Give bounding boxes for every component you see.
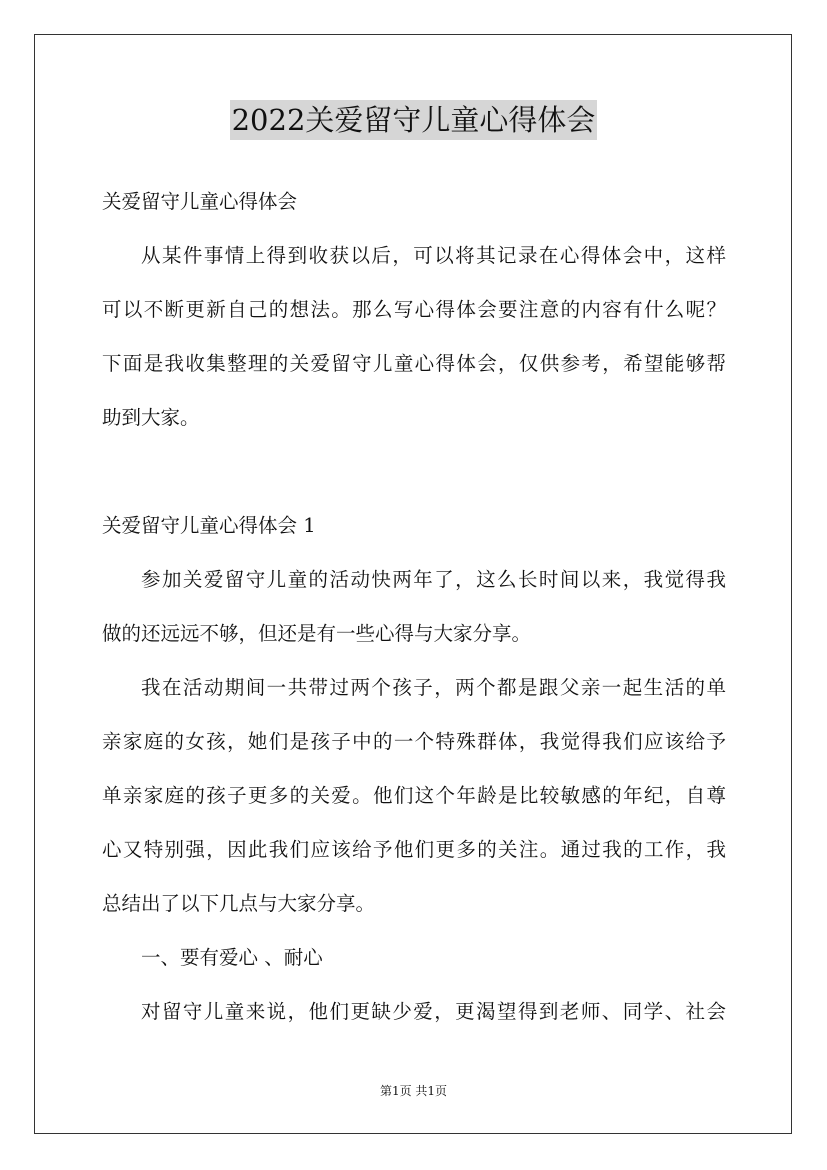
intro-line: 从某件事情上得到收获以后，可以将其记录在心得体会中，这样 [141, 244, 726, 267]
paragraph-line: 总结出了以下几点与大家分享。 [102, 892, 376, 915]
title-container [0, 100, 827, 140]
page-footer: 第1页 共1页 [379, 1084, 448, 1098]
point-heading: 一、要有爱心 、耐心 [141, 946, 323, 969]
paragraph-line: 亲家庭的女孩，她们是孩子中的一个特殊群体，我觉得我们应该给予 [102, 730, 726, 753]
paragraph-line: 心又特别强，因此我们应该给予他们更多的关注。通过我的工作，我 [102, 838, 726, 861]
intro-line: 可以不断更新自己的想法。那么写心得体会要注意的内容有什么呢？ [102, 298, 726, 321]
paragraph-line: 参加关爱留守儿童的活动快两年了，这么长时间以来，我觉得我 [141, 568, 726, 591]
paragraph-line: 我在活动期间一共带过两个孩子，两个都是跟父亲一起生活的单 [141, 676, 726, 699]
document-title: 2022关爱留守儿童心得体会 [230, 100, 598, 140]
paragraph-line: 单亲家庭的孩子更多的关爱。他们这个年龄是比较敏感的年纪，自尊 [102, 784, 726, 807]
subtitle: 关爱留守儿童心得体会 [102, 190, 298, 213]
paragraph-gap [102, 445, 726, 499]
paragraph-line: 做的还远远不够，但还是有一些心得与大家分享。 [102, 622, 532, 645]
section-heading: 关爱留守儿童心得体会 1 [102, 514, 316, 537]
intro-line: 下面是我收集整理的关爱留守儿童心得体会，仅供参考，希望能够帮 [102, 352, 726, 375]
intro-line: 助到大家。 [102, 406, 200, 429]
paragraph-line: 对留守儿童来说，他们更缺少爱，更渴望得到老师、同学、社会 [141, 1000, 726, 1023]
document-body [102, 175, 726, 1039]
